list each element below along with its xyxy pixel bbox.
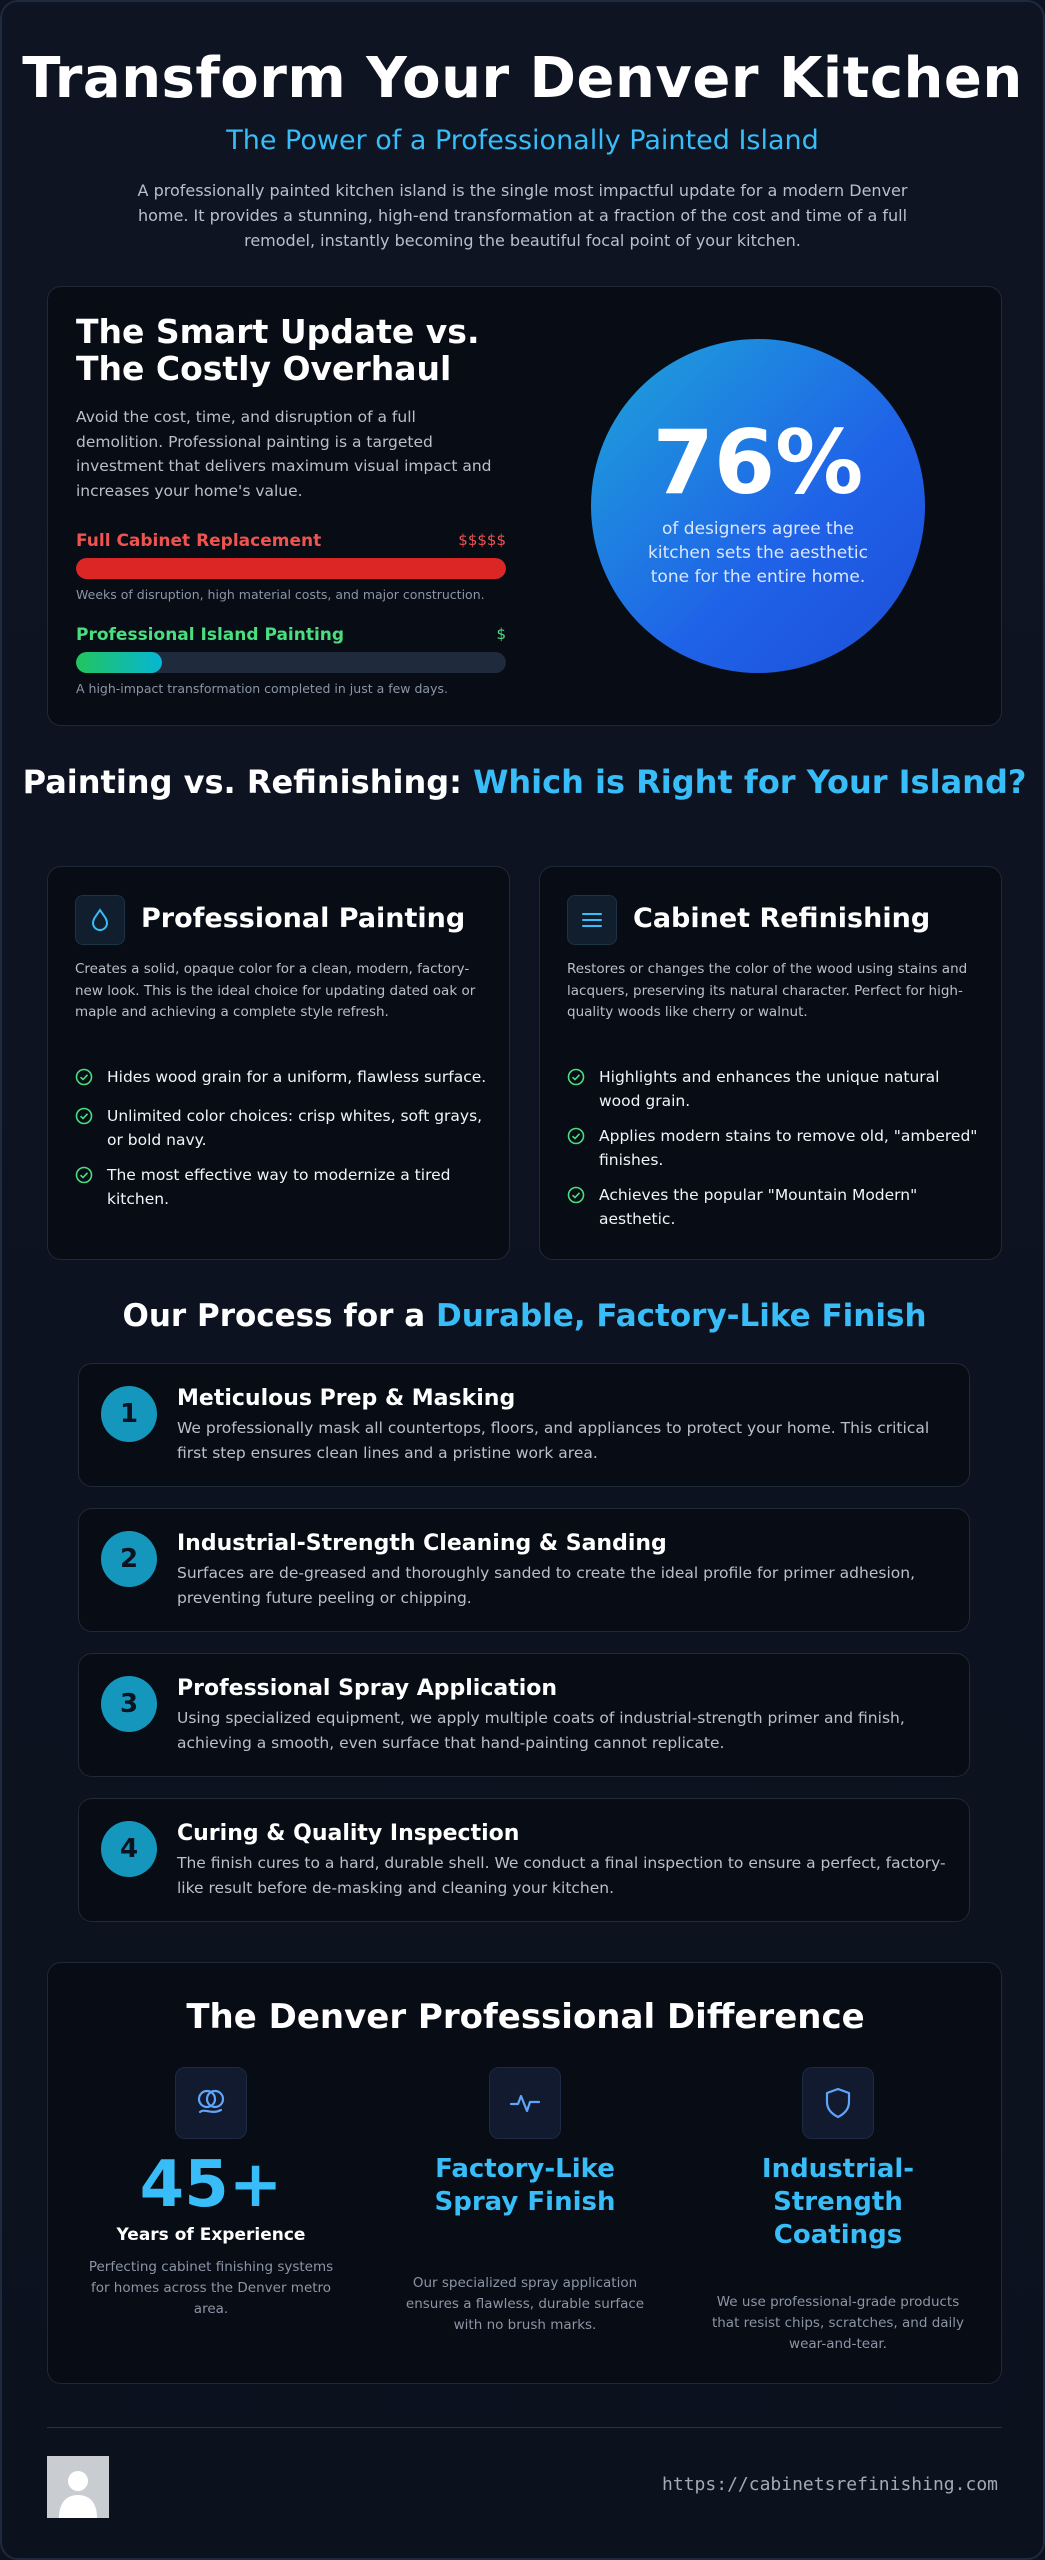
- step-text: The finish cures to a hard, durable shell. We conduct a final inspection to ensure a perfect, factory-like result before de-masking and cleaning your kitchen.: [177, 1854, 946, 1897]
- cost-bar-note: A high-impact transformation completed in just a few days.: [76, 681, 448, 696]
- cost-bar-note: Weeks of disruption, high material costs, and major construction.: [76, 587, 485, 602]
- comparison-title-plain: Painting vs. Refinishing:: [22, 763, 462, 801]
- coatings-heading-line2: Strength: [773, 2187, 903, 2217]
- check-circle-icon: [567, 1183, 599, 1231]
- process-step: [78, 1508, 970, 1632]
- process-title-plain: Our Process for a: [122, 1298, 426, 1334]
- website-link[interactable]: https://cabinetsrefinishing.com: [662, 2474, 998, 2495]
- designer-stat-circle: [591, 339, 925, 673]
- pulse-icon: [489, 2067, 561, 2139]
- step-title: Professional Spray Application: [177, 1676, 558, 1701]
- cost-bar-track: [76, 652, 506, 673]
- painting-points-list: [75, 1065, 490, 1222]
- difference-spray: [395, 2067, 655, 2336]
- cost-bar-fill: [76, 558, 506, 579]
- list-item: [567, 1124, 982, 1172]
- difference-card: [47, 1962, 1002, 2384]
- difference-experience: [81, 2067, 341, 2320]
- list-item: [75, 1104, 490, 1152]
- intro-text: A professionally painted kitchen island is the single most impactful update for a modern Denver home. It provides a stunning, high-end transformation at a fraction of the cost and time of a full remodel, instantly becoming the beautiful focal point of your kitchen.: [137, 181, 908, 250]
- point-text: Highlights and enhances the unique natural wood grain.: [599, 1068, 940, 1110]
- refinishing-card-title: Cabinet Refinishing: [633, 903, 931, 934]
- step-number: 1: [101, 1386, 157, 1442]
- smart-update-description: Avoid the cost, time, and disruption of a full demolition. Professional painting is a targeted investment that delivers maximum visual impact and increases your home's value.: [76, 408, 492, 500]
- painting-card-description: Creates a solid, opaque color for a clean, modern, factory-new look. This is the ideal choice for updating dated oak or maple and achieving a complete style refresh.: [75, 961, 476, 1020]
- page-title: Transform Your Denver Kitchen: [22, 46, 1023, 111]
- cost-bar-painting: [76, 625, 506, 696]
- cost-bar-cost: $: [496, 625, 506, 643]
- process-title-accent: Durable, Factory-Like Finish: [435, 1298, 927, 1334]
- process-step: [78, 1653, 970, 1777]
- list-item: [75, 1065, 490, 1093]
- refinishing-card: [539, 866, 1002, 1260]
- step-title: Curing & Quality Inspection: [177, 1821, 520, 1846]
- stat-value: 76%: [652, 411, 864, 514]
- check-circle-icon: [75, 1065, 107, 1093]
- coatings-text: We use professional-grade products that resist chips, scratches, and daily wear-and-tear.: [711, 2294, 965, 2352]
- cost-bar-track: [76, 558, 506, 579]
- spray-heading: [395, 2153, 655, 2219]
- step-title: Industrial-Strength Cleaning & Sanding: [177, 1531, 667, 1556]
- smart-update-title: [76, 313, 479, 387]
- step-text: We professionally mask all countertops, floors, and appliances to protect your home. This critical first step ensures clean lines and a pristine work area.: [177, 1419, 930, 1462]
- process-step: [78, 1363, 970, 1487]
- process-title: [2, 1298, 1045, 1334]
- lines-icon: [567, 895, 617, 945]
- step-number: 2: [101, 1531, 157, 1587]
- comparison-title-accent: Which is Right for Your Island?: [473, 763, 1027, 801]
- refinishing-points-list: [567, 1065, 982, 1242]
- coatings-heading-line1: Industrial-: [761, 2154, 915, 2184]
- check-circle-icon: [75, 1104, 107, 1152]
- check-circle-icon: [567, 1124, 599, 1172]
- point-text: The most effective way to modernize a tired kitchen.: [107, 1166, 451, 1208]
- cost-bar-fill: [76, 652, 162, 673]
- spray-heading-line2: Spray Finish: [434, 2187, 616, 2217]
- painting-card: [47, 866, 510, 1260]
- smart-update-card: [47, 286, 1002, 726]
- stat-text: of designers agree the kitchen sets the aesthetic tone for the entire home.: [648, 519, 868, 587]
- list-item: [567, 1065, 982, 1113]
- shield-icon: [802, 2067, 874, 2139]
- smart-update-title-line1: The Smart Update vs.: [76, 312, 480, 351]
- step-number: 4: [101, 1821, 157, 1877]
- point-text: Achieves the popular "Mountain Modern" aesthetic.: [599, 1186, 918, 1228]
- experience-label: Years of Experience: [116, 2225, 306, 2245]
- cost-bar-cost: $$$$$: [458, 531, 506, 549]
- point-text: Hides wood grain for a uniform, flawless surface.: [107, 1068, 487, 1086]
- list-item: [75, 1163, 490, 1211]
- page-subtitle: The Power of a Professionally Painted Island: [226, 125, 819, 156]
- step-text: Using specialized equipment, we apply multiple coats of industrial-strength primer and finish, achieving a smooth, even surface that hand-painting cannot replicate.: [177, 1709, 905, 1752]
- experience-text: Perfecting cabinet finishing systems for homes across the Denver metro area.: [88, 2259, 334, 2317]
- check-circle-icon: [75, 1163, 107, 1211]
- process-step: [78, 1798, 970, 1922]
- hero-section: [2, 2, 1043, 253]
- step-text: Surfaces are de-greased and thoroughly sanded to create the ideal profile for primer adhesion, preventing future peeling or chipping.: [177, 1564, 915, 1607]
- coins-icon: [175, 2067, 247, 2139]
- list-item: [567, 1183, 982, 1231]
- droplet-icon: [75, 895, 125, 945]
- smart-update-title-line2: The Costly Overhaul: [76, 349, 452, 388]
- cost-bar-replacement: [76, 531, 506, 602]
- difference-title: The Denver Professional Difference: [186, 1997, 865, 2037]
- cost-bar-label: Professional Island Painting: [76, 625, 345, 645]
- point-text: Applies modern stains to remove old, "ambered" finishes.: [599, 1127, 978, 1169]
- experience-value: 45+: [139, 2148, 283, 2222]
- spray-heading-line1: Factory-Like: [435, 2154, 615, 2184]
- refinishing-card-description: Restores or changes the color of the wood using stains and lacquers, preserving its natural character. Perfect for high-quality woods like cherry or walnut.: [567, 961, 968, 1020]
- comparison-title: [2, 764, 1045, 800]
- difference-coatings: [708, 2067, 968, 2355]
- spray-text: Our specialized spray application ensures a flawless, durable surface with no brush marks.: [405, 2275, 645, 2333]
- step-title: Meticulous Prep & Masking: [177, 1386, 516, 1411]
- coatings-heading-line3: Coatings: [773, 2220, 903, 2250]
- cost-bar-label: Full Cabinet Replacement: [76, 531, 322, 551]
- coatings-heading: [708, 2153, 968, 2252]
- user-avatar-icon: [47, 2456, 109, 2518]
- step-number: 3: [101, 1676, 157, 1732]
- point-text: Unlimited color choices: crisp whites, soft grays, or bold navy.: [107, 1107, 483, 1149]
- footer-divider: [47, 2427, 1002, 2428]
- check-circle-icon: [567, 1065, 599, 1113]
- painting-card-title: Professional Painting: [141, 903, 466, 934]
